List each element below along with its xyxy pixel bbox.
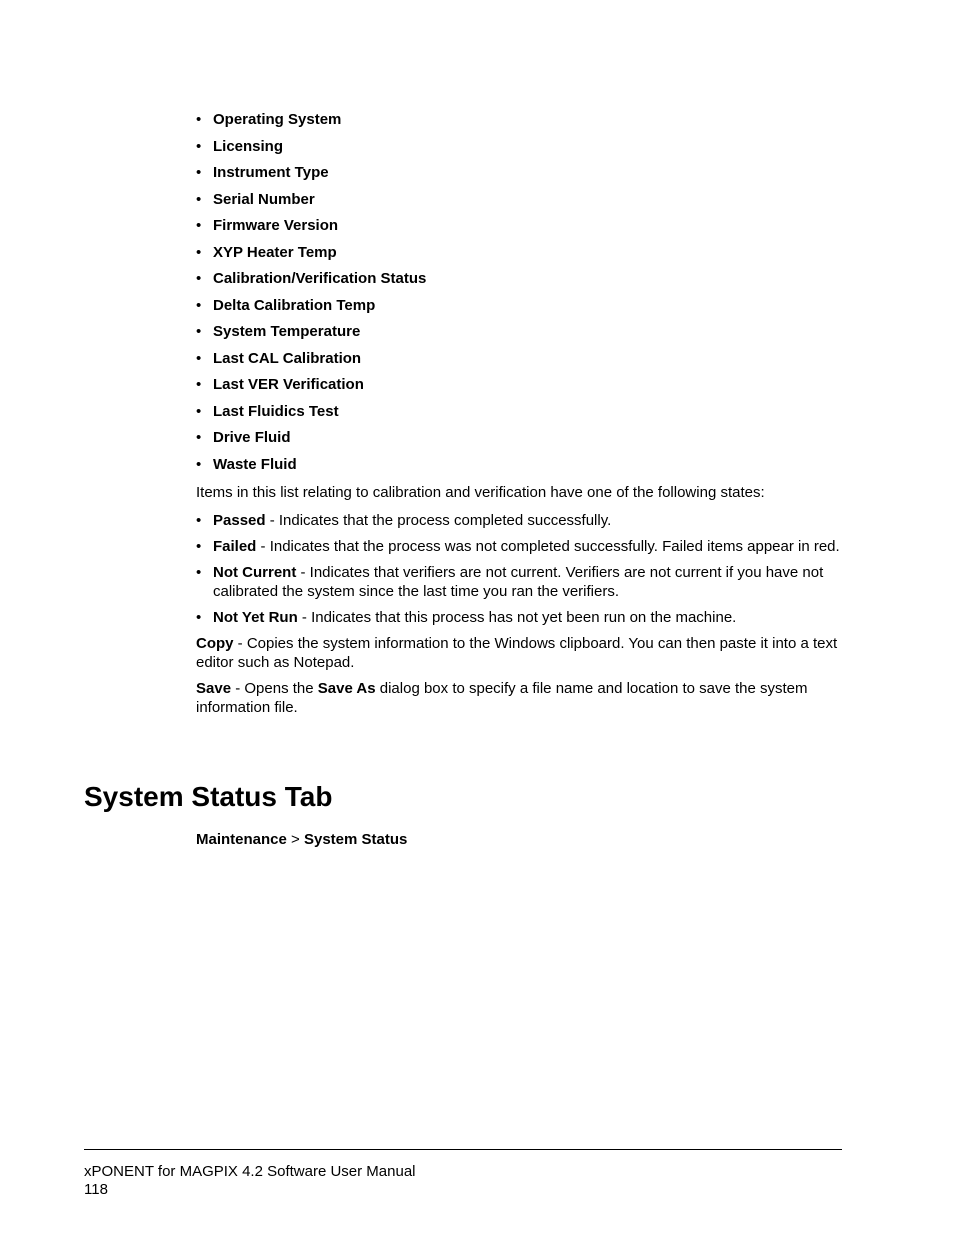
nav-path-separator: > xyxy=(286,831,304,848)
list-item: • Firmware Version xyxy=(196,217,842,235)
copy-term: Copy xyxy=(196,634,234,652)
list-item: • Drive Fluid xyxy=(196,429,842,447)
footer-divider xyxy=(84,1149,842,1150)
save-as-dialog-name: Save As xyxy=(317,679,376,697)
document-body xyxy=(196,111,842,724)
list-item: • Last Fluidics Test xyxy=(196,403,842,421)
copy-desc: - Copies the system information to the Windows clipboard. You can then paste it into a text editor such as Notepad. xyxy=(196,634,838,671)
list-item: • Last CAL Calibration xyxy=(196,350,842,368)
nav-path xyxy=(196,830,407,849)
list-item: • XYP Heater Temp xyxy=(196,244,842,262)
state-term: Failed xyxy=(213,537,257,555)
state-term: Passed xyxy=(213,511,266,529)
state-desc: - Indicates that this process has not yet been run on the machine. xyxy=(297,608,737,626)
save-description xyxy=(196,679,842,717)
state-item-failed xyxy=(196,537,842,556)
footer-page-number: 118 xyxy=(84,1181,108,1198)
system-info-field-list xyxy=(196,111,842,474)
state-desc: - Indicates that the process was not completed successfully. Failed items appear in red. xyxy=(256,537,840,555)
list-item: • Instrument Type xyxy=(196,164,842,182)
list-item: • Waste Fluid xyxy=(196,456,842,474)
list-item: • Delta Calibration Temp xyxy=(196,297,842,315)
state-term: Not Current xyxy=(213,563,297,581)
list-item: • Operating System xyxy=(196,111,842,129)
state-item-not-yet-run xyxy=(196,608,842,627)
footer-manual-title: xPONENT for MAGPIX 4.2 Software User Manual xyxy=(84,1163,416,1180)
nav-path-menu: Maintenance xyxy=(196,831,287,848)
page-footer xyxy=(84,1163,416,1199)
state-item-passed xyxy=(196,511,842,530)
state-desc: - Indicates that verifiers are not current. Verifiers are not current if you have not calibrated the system since the last time you ran the verifiers. xyxy=(213,563,824,600)
list-item: • Last VER Verification xyxy=(196,376,842,394)
save-term: Save xyxy=(196,679,232,697)
save-desc-after: dialog box to specify a file name and location to save the system information file. xyxy=(196,679,808,716)
list-item: • System Temperature xyxy=(196,323,842,341)
section-heading: System Status Tab xyxy=(84,781,333,812)
list-item: • Serial Number xyxy=(196,191,842,209)
state-item-not-current xyxy=(196,563,842,601)
nav-path-item: System Status xyxy=(303,831,408,848)
list-item: • Licensing xyxy=(196,138,842,156)
states-list xyxy=(196,511,842,627)
list-item: • Calibration/Verification Status xyxy=(196,270,842,288)
state-desc: - Indicates that the process completed successfully. xyxy=(265,511,612,529)
copy-description xyxy=(196,634,842,672)
state-term: Not Yet Run xyxy=(213,608,298,626)
states-intro: Items in this list relating to calibration and verification have one of the following states: xyxy=(196,483,765,501)
save-desc-before: - Opens the xyxy=(231,679,318,697)
